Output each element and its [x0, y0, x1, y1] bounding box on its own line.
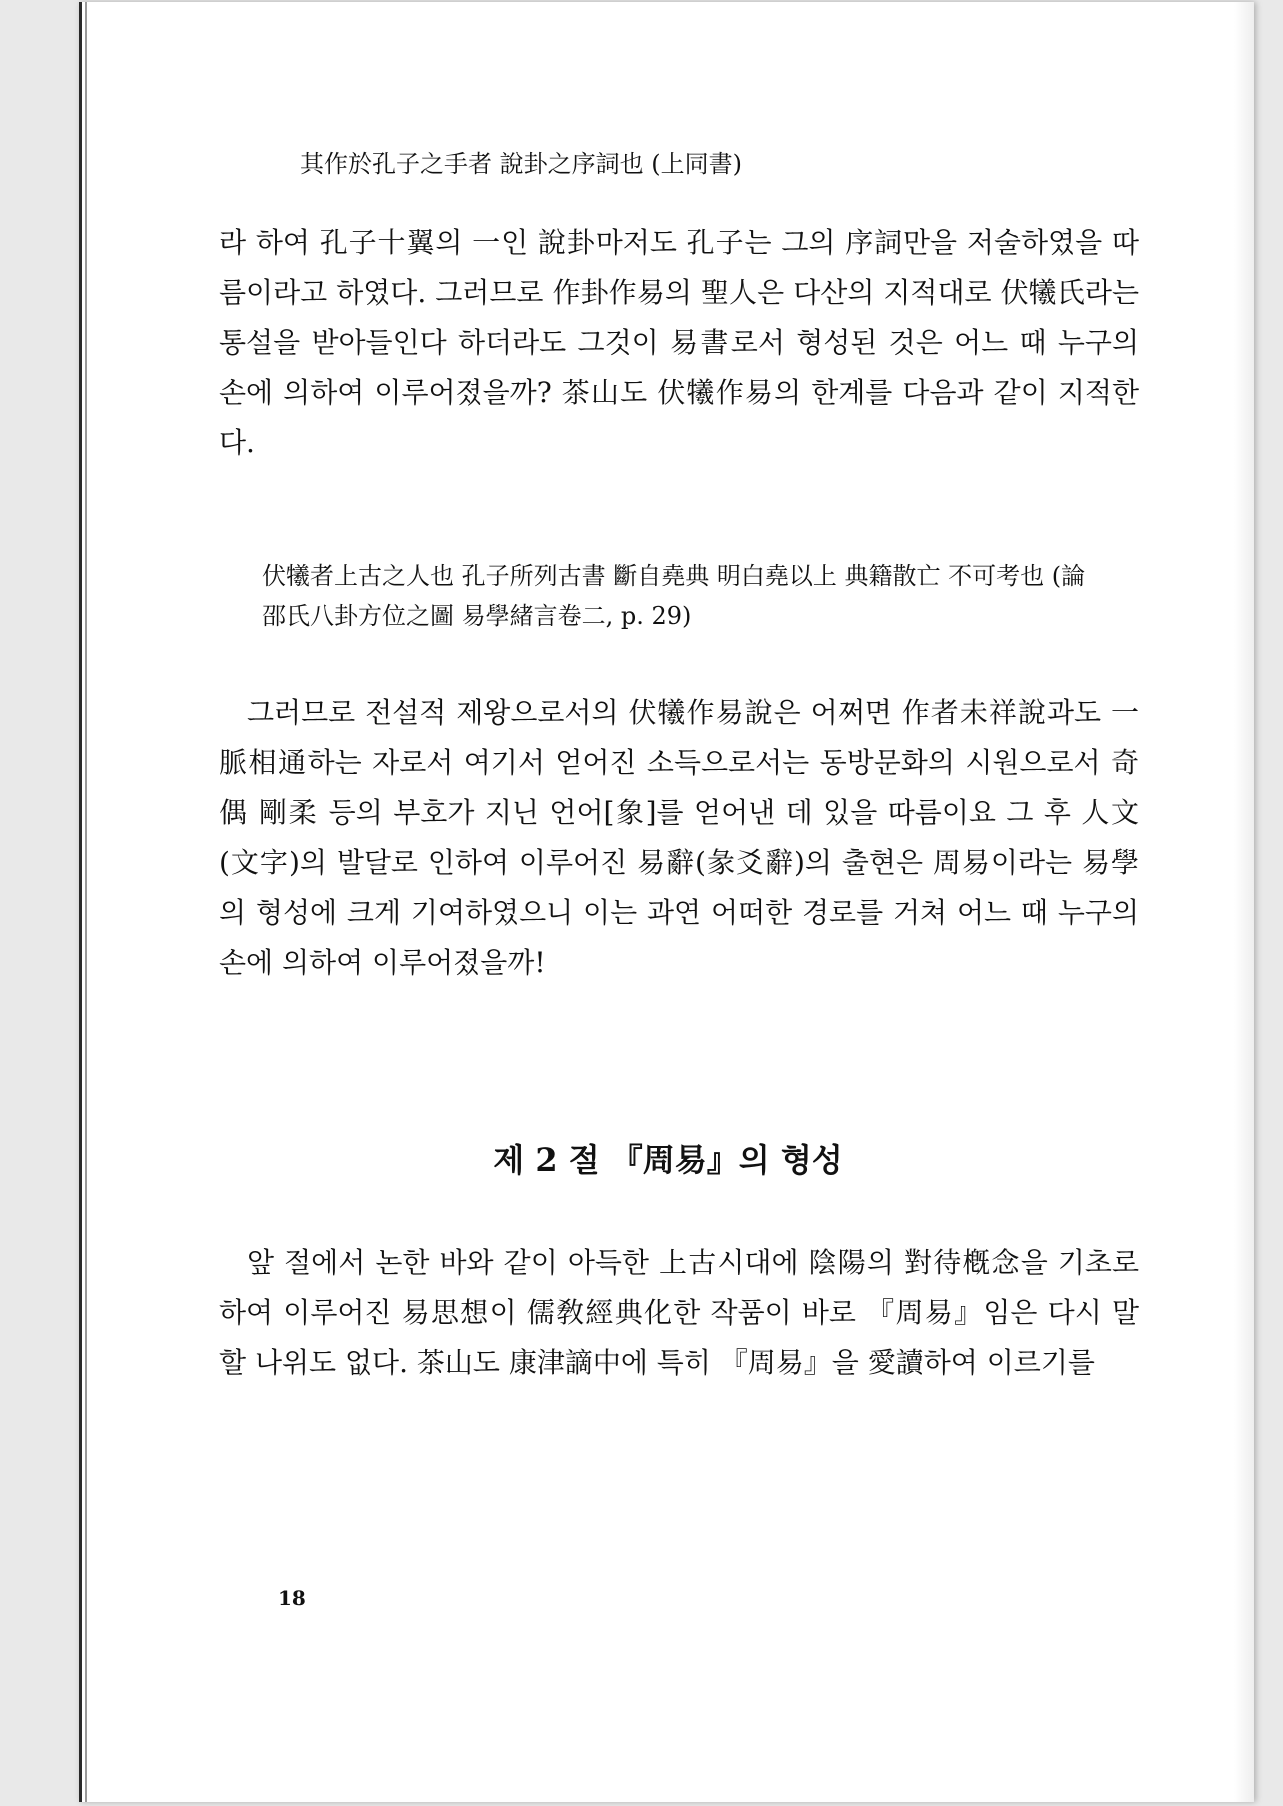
page-number: 18: [278, 1586, 306, 1610]
quotation-2: 伏犧者上古之人也 孔子所列古書 斷自堯典 明白堯以上 典籍散亡 不可考也 (論邵氏八卦方位之圖 易學緒言卷二, p. 29): [262, 562, 1086, 630]
page-edge-shadow: [1234, 2, 1254, 1802]
section-heading: 제 2 절 『周易』의 형성: [493, 1141, 843, 1179]
paragraph-2: 그러므로 전설적 제왕으로서의 伏犧作易說은 어쩌면 作者未祥說과도 一脈相通하는 자로서 여기서 얻어진 소득으로서는 동방문화의 시원으로서 奇偶 剛柔 등의 부호가 지닌 언어[象]를 얻어낸 데 있을 따름이요 그 후 人文(文字)의 발달로 인하여 이루어진 易辭(彖爻辭)의 출현은 周易이라는 易學의 형성에 크게 기여하였으니 이는 과연 어떠한 경로를 거쳐 어느 때 누구의 손에 의하여 이루어졌을까!: [219, 696, 1139, 979]
quotation-1: 其作於孔子之手者 說卦之序詞也 (上同書): [300, 150, 742, 178]
book-page: [79, 2, 1254, 1802]
paragraph-1: 라 하여 孔子十翼의 一인 說卦마저도 孔子는 그의 序詞만을 저술하였을 따름이라고 하였다. 그러므로 作卦作易의 聖人은 다산의 지적대로 伏犧氏라는 통설을 받아들인다 하더라도 그것이 易書로서 형성된 것은 어느 때 누구의 손에 의하여 이루어졌을까? 茶山도 伏犧作易의 한계를 다음과 같이 지적한다.: [219, 226, 1139, 459]
paragraph-3: 앞 절에서 논한 바와 같이 아득한 上古시대에 陰陽의 對待槪念을 기초로 하여 이루어진 易思想이 儒敎經典化한 작품이 바로 『周易』임은 다시 말할 나위도 없다. 茶山도 康津謫中에 특히 『周易』을 愛讀하여 이르기를: [219, 1246, 1139, 1379]
